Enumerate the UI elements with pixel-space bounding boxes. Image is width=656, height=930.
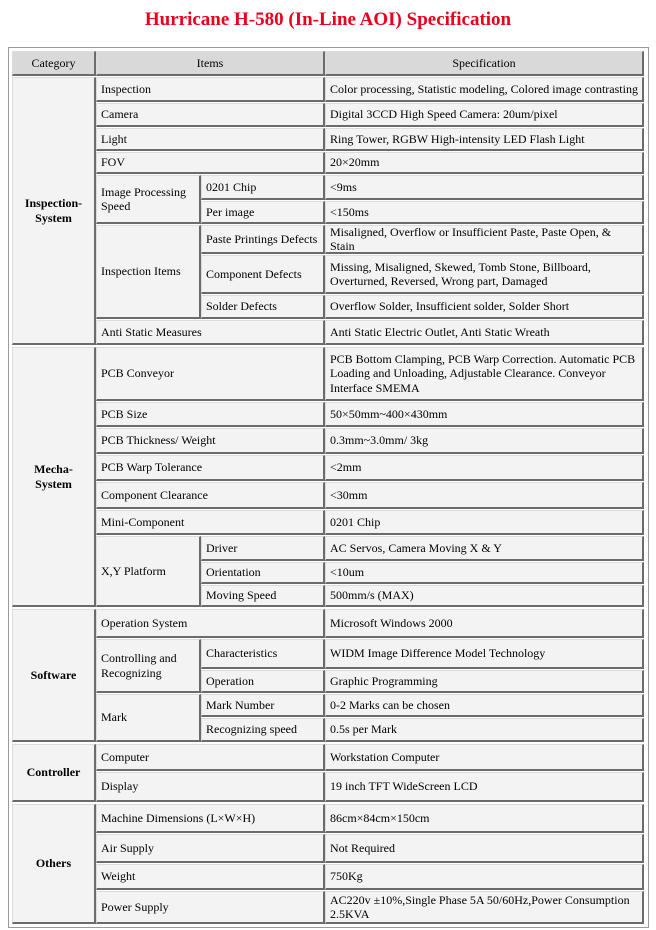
category-others: Others [12, 804, 96, 924]
sub-solder-defects: Solder Defects [201, 295, 325, 319]
item-camera: Camera [96, 103, 325, 127]
sub-0201-chip: 0201 Chip [201, 175, 325, 200]
sub-driver: Driver [201, 536, 325, 561]
spec-driver: AC Servos, Camera Moving X & Y [325, 536, 644, 561]
item-weight: Weight [96, 864, 325, 890]
item-pcb-warp-tolerance: PCB Warp Tolerance [96, 455, 325, 481]
item-pcb-thickness-weight: PCB Thickness/ Weight [96, 428, 325, 454]
spec-component-defects: Missing, Misaligned, Skewed, Tomb Stone, Billboard, Overturned, Reversed, Wrong part, Damaged [325, 255, 644, 294]
item-air-supply: Air Supply [96, 834, 325, 863]
category-controller: Controller [12, 744, 96, 802]
sub-operation: Operation [201, 670, 325, 693]
item-power-supply: Power Supply [96, 891, 325, 924]
item-operation-system: Operation System [96, 609, 325, 638]
spec-component-clearance: <30mm [325, 482, 644, 509]
item-image-processing-speed: Image Processing Speed [96, 175, 201, 224]
item-inspection-items: Inspection Items [96, 225, 201, 319]
item-controlling-and-recognizing: Controlling and Recognizing [96, 639, 201, 693]
header-items: Items [96, 51, 325, 76]
page-title: Hurricane H-580 (In-Line AOI) Specification [144, 9, 512, 30]
sub-recognizing-speed: Recognizing speed [201, 718, 325, 742]
item-display: Display [96, 772, 325, 802]
spec-fov: 20×20mm [325, 152, 644, 174]
spec-air-supply: Not Required [325, 834, 644, 863]
sub-mark-number: Mark Number [201, 694, 325, 717]
item-pcb-conveyor: PCB Conveyor [96, 347, 325, 401]
spec-weight: 750Kg [325, 864, 644, 890]
spec-power-supply: AC220v ±10%,Single Phase 5A 50/60Hz,Power Consumption 2.5KVA [325, 891, 644, 924]
spec-light: Ring Tower, RGBW High-intensity LED Flash Light [325, 128, 644, 151]
category-inspection-system: Inspection-System [12, 77, 96, 345]
spec-operation: Graphic Programming [325, 670, 644, 693]
spec-inspection: Color processing, Statistic modeling, Colored image contrasting [325, 77, 644, 102]
sub-component-defects: Component Defects [201, 255, 325, 294]
category-mecha-system: Mecha-System [12, 347, 96, 607]
spec-paste-printings-defects: Misaligned, Overflow or Insufficient Paste, Paste Open, & Stain [325, 225, 644, 254]
spec-operation-system: Microsoft Windows 2000 [325, 609, 644, 638]
spec-mark-number: 0-2 Marks can be chosen [325, 694, 644, 717]
item-xy-platform: X,Y Platform [96, 536, 201, 607]
item-light: Light [96, 128, 325, 151]
item-inspection: Inspection [96, 77, 325, 102]
header-specification: Specification [325, 51, 644, 76]
spec-machine-dimensions: 86cm×84cm×150cm [325, 804, 644, 833]
spec-display: 19 inch TFT WideScreen LCD [325, 772, 644, 802]
item-computer: Computer [96, 744, 325, 771]
item-anti-static-measures: Anti Static Measures [96, 320, 325, 345]
spec-mini-component: 0201 Chip [325, 510, 644, 535]
sub-moving-speed: Moving Speed [201, 585, 325, 607]
category-software: Software [12, 609, 96, 742]
spec-per-image: <150ms [325, 201, 644, 224]
sub-per-image: Per image [201, 201, 325, 224]
sub-orientation: Orientation [201, 562, 325, 584]
spec-characteristics: WIDM Image Difference Model Technology [325, 639, 644, 669]
item-fov: FOV [96, 152, 325, 174]
spec-pcb-conveyor: PCB Bottom Clamping, PCB Warp Correction. Automatic PCB Loading and Unloading, Adjustable Clearance. Conveyor Interface SMEMA [325, 347, 644, 401]
spec-anti-static-measures: Anti Static Electric Outlet, Anti Static Wreath [325, 320, 644, 345]
spec-pcb-size: 50×50mm~400×430mm [325, 402, 644, 427]
item-mini-component: Mini-Component [96, 510, 325, 535]
item-component-clearance: Component Clearance [96, 482, 325, 509]
spec-computer: Workstation Computer [325, 744, 644, 771]
spec-0201-chip: <9ms [325, 175, 644, 200]
item-pcb-size: PCB Size [96, 402, 325, 427]
item-machine-dimensions: Machine Dimensions (L×W×H) [96, 804, 325, 833]
sub-paste-printings-defects: Paste Printings Defects [201, 225, 325, 254]
spec-table [8, 47, 649, 928]
spec-camera: Digital 3CCD High Speed Camera: 20um/pixel [325, 103, 644, 127]
spec-moving-speed: 500mm/s (MAX) [325, 585, 644, 607]
item-mark: Mark [96, 694, 201, 742]
sub-characteristics: Characteristics [201, 639, 325, 669]
spec-solder-defects: Overflow Solder, Insufficient solder, Solder Short [325, 295, 644, 319]
spec-pcb-thickness-weight: 0.3mm~3.0mm/ 3kg [325, 428, 644, 454]
header-category: Category [12, 51, 96, 76]
spec-recognizing-speed: 0.5s per Mark [325, 718, 644, 742]
spec-orientation: <10um [325, 562, 644, 584]
spec-pcb-warp-tolerance: <2mm [325, 455, 644, 481]
